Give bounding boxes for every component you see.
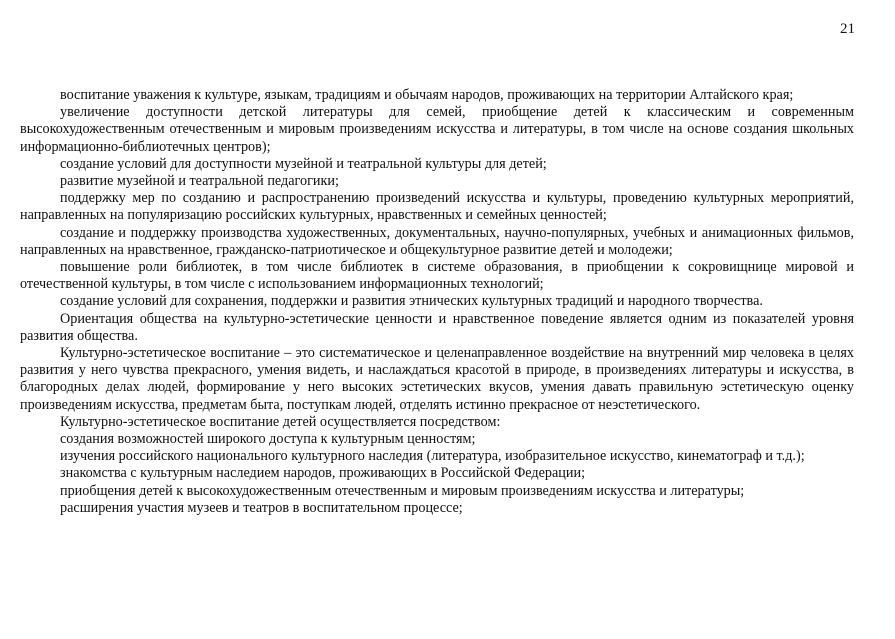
paragraph: Ориентация общества на культурно-эстетические ценности и нравственное поведение является одним из показателей уровня развития общества. [20,310,854,344]
paragraph: создания возможностей широкого доступа к культурным ценностям; [60,431,476,448]
paragraph: знакомства с культурным наследием народов, проживающих в Российской Федерации; [60,465,586,482]
paragraph: создание условий для доступности музейной и театральной культуры для детей; [60,155,547,172]
paragraph: приобщения детей к высокохудожественным отечественным и мировым произведениям искусства и литературы; [60,482,745,499]
paragraph: Культурно-эстетическое воспитание – это систематическое и целенаправленное воздействие на внутренний мир человека в целях развития у него чувства прекрасного, умения видеть, и наслаждаться красотой в природе, в произведениях литературы и искусства, в благородных делах людей, формирование у него высоких эстетических вкусов, умения давать правильную эстетическую оценку произведениям искусства, предметам быта, поступкам людей, отделять истинно прекрасное от неэстетического. [20,345,854,413]
paragraph: создание условий для сохранения, поддержки и развития этнических культурных традиций и народного творчества. [60,293,763,310]
paragraph: воспитание уважения к культуре, языкам, традициям и обычаям народов, проживающих на территории Алтайского края; [60,87,794,103]
paragraph: Культурно-эстетическое воспитание детей осуществляется посредством: [60,413,501,430]
paragraph: расширения участия музеев и театров в воспитательном процессе; [60,499,463,516]
paragraph: изучения российского национального культурного наследия (литература, изобразительное искусство, кинематограф и т.д.); [60,448,805,465]
paragraph: создание и поддержку производства художественных, документальных, научно-популярных, учебных и анимационных фильмов, направленных на нравственное, гражданско-патриотическое и общекультурное развитие детей и молодежи; [20,224,854,258]
page-number: 21 [840,21,855,37]
paragraph: развитие музейной и театральной педагогики; [60,173,339,190]
document-body [20,87,854,517]
paragraph: повышение роли библиотек, в том числе библиотек в системе образования, в приобщении к сокровищнице мировой и отечественной культуры, в том числе с использованием информационных технологий; [20,259,854,293]
paragraph: поддержку мер по созданию и распространению произведений искусства и культуры, проведению культурных мероприятий, направленных на популяризацию российских культурных, нравственных и семейных ценностей; [20,190,854,224]
paragraph: увеличение доступности детской литературы для семей, приобщение детей к классическим и современным высокохудожественным отечественным и мировым произведениям искусства и литературы, в том числе на основе создания школьных информационно-библиотечных центров); [20,104,854,155]
